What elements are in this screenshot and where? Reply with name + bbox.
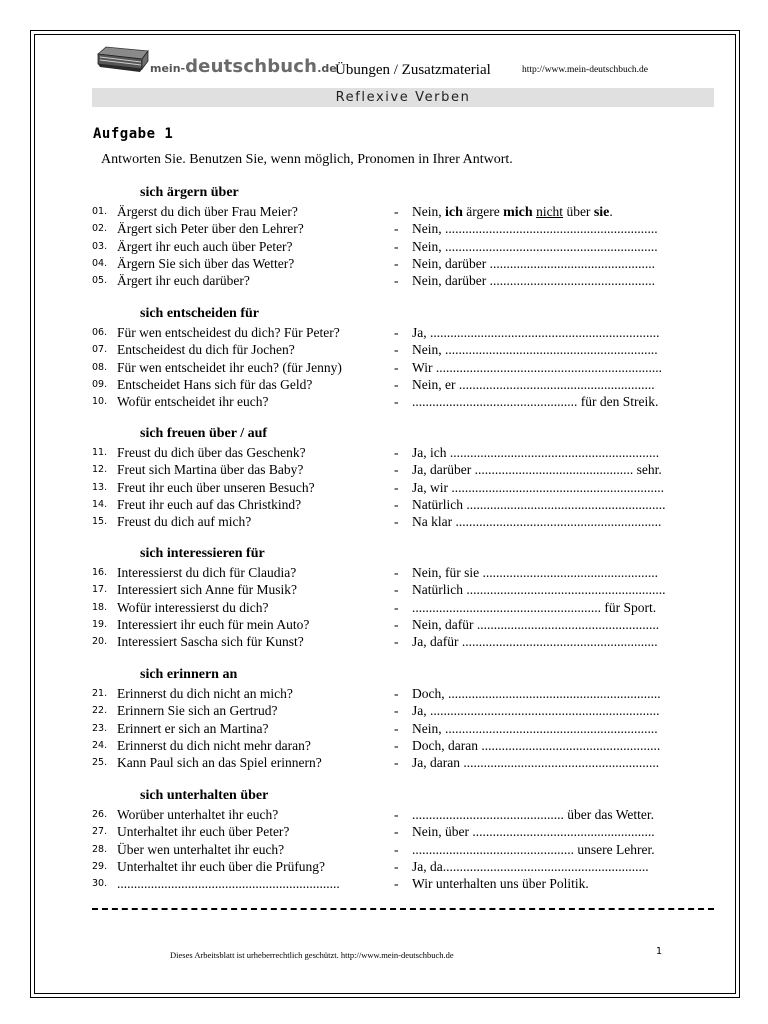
- exercise-question: Ärgert ihr euch darüber?: [117, 273, 250, 289]
- book-icon: [96, 46, 150, 74]
- exercise-answer: Doch, ...............................................................: [412, 686, 661, 701]
- exercise-row: [92, 325, 722, 342]
- exercise-dash: -: [394, 582, 399, 598]
- exercise-dash: -: [394, 565, 399, 580]
- exercise-dash: -: [394, 359, 399, 375]
- exercise-answer: ............................................. über das Wetter.: [412, 807, 655, 822]
- section-title: sich unterhalten über: [140, 788, 269, 803]
- answer-part: .: [609, 204, 613, 219]
- exercise-number: 09.: [92, 378, 108, 390]
- exercise-number: 25.: [92, 757, 108, 769]
- exercise-question: Wofür entscheidet ihr euch?: [117, 394, 269, 410]
- exercise-question: Ärgern Sie sich über das Wetter?: [117, 255, 295, 271]
- exercise-number: 21.: [92, 688, 108, 699]
- exercise-row: [92, 703, 722, 720]
- exercise-number: 10.: [92, 396, 108, 408]
- exercise-dash: -: [394, 445, 399, 460]
- answer-part: ärgere: [462, 204, 504, 219]
- section-title: sich entscheiden für: [140, 306, 259, 321]
- exercise-row: [92, 394, 722, 411]
- exercise-question: Ärgert sich Peter über den Lehrer?: [117, 221, 304, 237]
- exercise-number: 17.: [92, 584, 108, 596]
- exercise-number: 06.: [92, 327, 108, 338]
- exercise-number: 28.: [92, 843, 108, 855]
- exercise-row: [92, 824, 722, 841]
- exercise-row: [92, 377, 722, 394]
- exercise-row: [92, 582, 722, 599]
- exercise-answer: Nein, ...............................................................: [412, 221, 658, 237]
- exercise-row: [92, 842, 722, 859]
- answer-part: mich: [503, 205, 533, 220]
- exercise-dash: -: [394, 599, 399, 615]
- header-title: Übungen / Zusatzmaterial: [335, 62, 491, 78]
- exercise-answer: Ja, wir ...............................................................: [412, 479, 664, 495]
- exercise-answer: Nein, für sie ....................................................: [412, 565, 658, 580]
- exercise-question: Freust du dich auf mich?: [117, 514, 252, 530]
- task-instruction: Antworten Sie. Benutzen Sie, wenn möglich, Pronomen in Ihrer Antwort.: [101, 152, 513, 167]
- exercise-row: [92, 755, 722, 772]
- exercise-number: 18.: [92, 601, 108, 613]
- exercise-number: 27.: [92, 826, 108, 838]
- exercise-dash: -: [394, 325, 399, 340]
- exercise-row: [92, 204, 722, 221]
- exercise-answer: Ja, dafür ..........................................................: [412, 634, 658, 650]
- exercise-answer: Ja, darüber ............................................... sehr.: [412, 462, 662, 478]
- exercise-dash: -: [394, 824, 399, 840]
- exercise-dash: -: [394, 479, 399, 495]
- exercise-row: [92, 273, 722, 290]
- exercise-row: [92, 859, 722, 876]
- exercise-answer: Natürlich ...........................................................: [412, 582, 666, 598]
- exercise-answer: ................................................. für den Streik.: [412, 394, 659, 410]
- exercise-dash: -: [394, 204, 399, 219]
- exercise-row: [92, 514, 722, 531]
- exercise-number: 15.: [92, 516, 108, 528]
- exercise-row: [92, 807, 722, 824]
- exercise-dash: -: [394, 876, 399, 892]
- exercise-question: ..................................................................: [117, 876, 340, 892]
- footer-separator: [92, 908, 714, 910]
- section-title: sich interessieren für: [140, 546, 265, 561]
- exercise-dash: -: [394, 616, 399, 632]
- exercise-answer: Ja, daran ..........................................................: [412, 755, 660, 771]
- exercise-dash: -: [394, 703, 399, 719]
- exercise-question: Freust du dich über das Geschenk?: [117, 445, 306, 460]
- header-url[interactable]: http://www.mein-deutschbuch.de: [522, 65, 649, 75]
- exercise-answer: Nein, ...............................................................: [412, 342, 658, 358]
- site-logo: [96, 44, 337, 80]
- exercise-answer: Doch, daran .....................................................: [412, 737, 661, 753]
- exercise-answer: Ja, ....................................................................: [412, 703, 660, 719]
- exercise-dash: -: [394, 720, 399, 736]
- answer-part: über: [563, 204, 594, 219]
- exercise-answer: Nein, er ..........................................................: [412, 376, 655, 392]
- exercise-number: 05.: [92, 275, 108, 287]
- exercise-number: 11.: [92, 447, 108, 458]
- footer-copyright: Dieses Arbeitsblatt ist urheberrechtlich geschützt. http://www.mein-deutschbuch.de: [170, 950, 454, 960]
- exercise-dash: -: [394, 634, 399, 650]
- exercise-question: Worüber unterhaltet ihr euch?: [117, 807, 279, 822]
- exercise-dash: -: [394, 376, 399, 392]
- logo-mein: mein-: [150, 62, 186, 75]
- exercise-row: [92, 565, 722, 582]
- exercise-question: Entscheidet Hans sich für das Geld?: [117, 376, 313, 392]
- exercise-answer: Nein, ...............................................................: [412, 720, 658, 736]
- exercise-dash: -: [394, 238, 399, 254]
- exercise-question: Erinnerst du dich nicht mehr daran?: [117, 737, 311, 753]
- exercise-question: Entscheidest du dich für Jochen?: [117, 342, 295, 358]
- exercise-number: 22.: [92, 705, 108, 717]
- exercise-dash: -: [394, 394, 399, 410]
- exercise-question: Ärgerst du dich über Frau Meier?: [117, 204, 298, 219]
- exercise-question: Interessiert Sascha sich für Kunst?: [117, 634, 304, 650]
- exercise-number: 14.: [92, 498, 108, 510]
- exercise-answer: Natürlich ...........................................................: [412, 496, 666, 512]
- exercise-row: [92, 221, 722, 238]
- exercise-number: 26.: [92, 809, 108, 820]
- exercise-number: 29.: [92, 860, 108, 872]
- exercise-row: [92, 600, 722, 617]
- exercise-answer: Ja, ich ..............................................................: [412, 445, 660, 460]
- exercise-dash: -: [394, 496, 399, 512]
- exercise-number: 07.: [92, 344, 108, 356]
- logo-de: .de: [317, 62, 337, 75]
- exercise-question: Interessiert ihr euch für mein Auto?: [117, 616, 310, 632]
- exercise-row: [92, 462, 722, 479]
- exercise-number: 24.: [92, 739, 108, 751]
- exercise-answer: Wir unterhalten uns über Politik.: [412, 876, 589, 892]
- exercise-number: 30.: [92, 878, 108, 890]
- exercise-dash: -: [394, 462, 399, 478]
- exercise-question: Interessierst du dich für Claudia?: [117, 565, 297, 580]
- exercise-question: Über wen unterhaltet ihr euch?: [117, 841, 285, 857]
- exercise-number: 19.: [92, 618, 108, 630]
- exercise-question: Erinnert er sich an Martina?: [117, 720, 269, 736]
- exercise-dash: -: [394, 686, 399, 701]
- exercise-answer-example: [412, 204, 613, 221]
- exercise-answer: Nein, ...............................................................: [412, 238, 658, 254]
- exercise-question: Für wen entscheidest du dich? Für Peter?: [117, 325, 340, 340]
- exercise-dash: -: [394, 841, 399, 857]
- exercise-row: [92, 686, 722, 703]
- exercise-number: 08.: [92, 361, 108, 373]
- exercise-row: [92, 480, 722, 497]
- exercise-dash: -: [394, 255, 399, 271]
- exercise-dash: -: [394, 858, 399, 874]
- exercise-question: Interessiert sich Anne für Musik?: [117, 582, 297, 598]
- exercise-dash: -: [394, 221, 399, 237]
- section-title: sich ärgern über: [140, 185, 239, 200]
- exercise-question: Kann Paul sich an das Spiel erinnern?: [117, 755, 322, 771]
- exercise-answer: Ja, ....................................................................: [412, 325, 660, 340]
- page-number: 1: [656, 946, 663, 957]
- exercise-row: [92, 342, 722, 359]
- exercise-question: Erinnerst du dich nicht an mich?: [117, 686, 293, 701]
- exercise-answer: ................................................ unsere Lehrer.: [412, 841, 655, 857]
- exercise-number: 02.: [92, 223, 108, 235]
- exercise-question: Freut ihr euch auf das Christkind?: [117, 496, 302, 512]
- exercise-answer: Nein, darüber .................................................: [412, 255, 655, 271]
- exercise-question: Unterhaltet ihr euch über Peter?: [117, 824, 290, 840]
- exercise-answer: Ja, da.............................................................: [412, 858, 649, 874]
- exercise-row: [92, 239, 722, 256]
- answer-part: nicht: [536, 204, 564, 219]
- exercise-number: 04.: [92, 257, 108, 269]
- exercise-dash: -: [394, 273, 399, 289]
- exercise-number: 13.: [92, 481, 108, 493]
- exercise-dash: -: [394, 755, 399, 771]
- exercise-row: [92, 721, 722, 738]
- answer-part: Nein,: [412, 204, 445, 219]
- logo-deutschbuch: deutschbuch: [185, 56, 318, 77]
- page-header: [92, 44, 714, 84]
- exercise-row: [92, 256, 722, 273]
- exercise-number: 16.: [92, 567, 108, 578]
- section-title: sich freuen über / auf: [140, 426, 268, 441]
- exercise-answer: Wir ...................................................................: [412, 359, 662, 375]
- exercise-row: [92, 617, 722, 634]
- answer-part: ich: [445, 205, 463, 220]
- exercise-dash: -: [394, 737, 399, 753]
- exercise-row: [92, 634, 722, 651]
- exercise-answer: Nein, dafür ......................................................: [412, 616, 660, 632]
- exercise-answer: ........................................................ für Sport.: [412, 599, 657, 615]
- exercise-question: Freut ihr euch über unseren Besuch?: [117, 479, 315, 495]
- exercise-row: [92, 445, 722, 462]
- exercise-answer: Nein, darüber .................................................: [412, 273, 655, 289]
- answer-part: sie: [593, 205, 610, 220]
- exercise-number: 03.: [92, 240, 108, 252]
- exercise-question: Freut sich Martina über das Baby?: [117, 462, 304, 478]
- exercise-dash: -: [394, 342, 399, 358]
- exercise-number: 01.: [92, 206, 108, 217]
- exercise-number: 12.: [92, 464, 108, 476]
- exercise-question: Unterhaltet ihr euch über die Prüfung?: [117, 858, 326, 874]
- page-title: Reflexive Verben: [92, 88, 714, 107]
- exercise-number: 20.: [92, 636, 108, 648]
- exercise-answer: Na klar .............................................................: [412, 514, 662, 530]
- exercise-row: [92, 497, 722, 514]
- exercise-row: [92, 360, 722, 377]
- exercise-dash: -: [394, 514, 399, 530]
- exercise-question: Wofür interessierst du dich?: [117, 599, 269, 615]
- exercise-question: Ärgert ihr euch auch über Peter?: [117, 238, 293, 254]
- exercise-row: [92, 738, 722, 755]
- exercise-row: [92, 876, 722, 893]
- task-title: Aufgabe 1: [93, 126, 174, 142]
- exercise-number: 23.: [92, 722, 108, 734]
- exercise-question: Erinnern Sie sich an Gertrud?: [117, 703, 278, 719]
- exercise-question: Für wen entscheidet ihr euch? (für Jenny): [117, 359, 342, 375]
- section-title: sich erinnern an: [140, 667, 238, 682]
- exercise-dash: -: [394, 807, 399, 822]
- exercise-answer: Nein, über ......................................................: [412, 824, 655, 840]
